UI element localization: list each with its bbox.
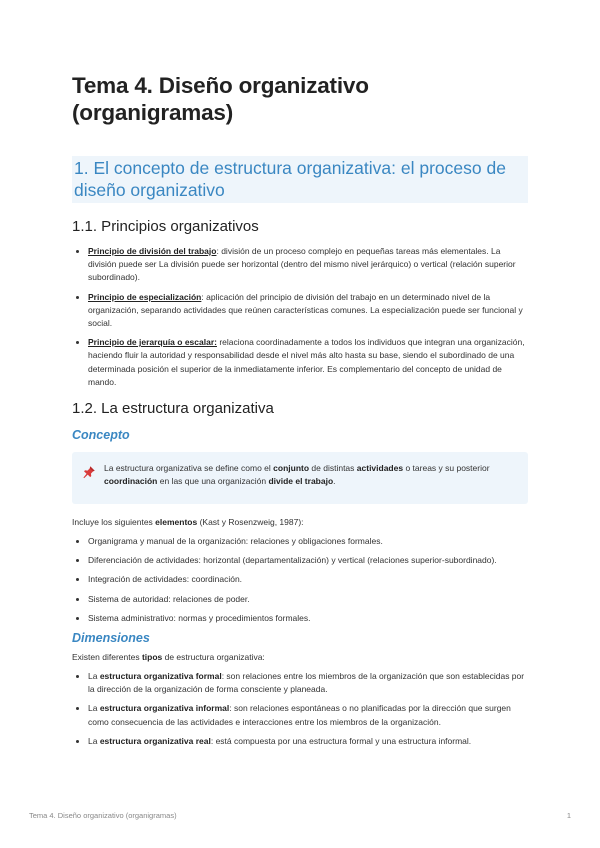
description: : está compuesta por una estructura formal y una estructura informal. [210, 735, 472, 746]
list-item [88, 702, 528, 728]
section-heading-1: 1. El concepto de estructura organizativa: el proceso de diseño organizativo [72, 156, 528, 203]
bold-text: coordinación [104, 476, 158, 487]
separator: : [216, 246, 219, 256]
page-number: 1 [566, 811, 571, 820]
term: estructura organizativa formal [99, 671, 222, 682]
text: Incluye los siguientes [72, 517, 156, 528]
term: Principio de división del trabajo [88, 246, 217, 256]
dimensiones-heading: Dimensiones [72, 631, 150, 646]
page-content [72, 72, 528, 754]
page-footer [29, 811, 571, 820]
term: Principio de jerarquía o escalar: [88, 337, 217, 348]
description: división de un proceso complejo en pequeñas tareas más elementales. La división puede ser La división puede ser horizontal (dentro del mismo nivel jerárquico) o vertical (relación superior subordinado). [88, 246, 516, 283]
types-list [72, 670, 528, 748]
list-item: • Diferenciación de actividades: horizontal (departamentalización) y vertical (relaciones superior-subordinado). [88, 554, 528, 567]
types-intro [72, 651, 528, 664]
bold-text: elementos [155, 517, 198, 528]
bold-text: tipos [141, 652, 163, 663]
bold-text: conjunto [273, 463, 310, 474]
list-item [88, 670, 528, 696]
list-item [88, 735, 528, 748]
bold-text: divide el trabajo [268, 476, 334, 487]
text: La [88, 735, 100, 746]
elements-intro [72, 516, 528, 529]
text: La estructura organizativa se define como el [104, 463, 274, 474]
definition-callout [72, 452, 528, 504]
list-item [88, 291, 528, 331]
footer-title: Tema 4. Diseño organizativo (organigramas) [29, 811, 177, 820]
subsection-heading-1-1: 1.1. Principios organizativos [72, 218, 259, 235]
description: : son relaciones espontáneas o no planificadas por la dirección que surgen como consecuencia de las actividades e interacciones entre los miembros de la organización. [88, 703, 511, 727]
term: Principio de especialización [88, 291, 202, 302]
term: estructura organizativa informal [99, 703, 230, 714]
subsection-heading-1-2: 1.2. La estructura organizativa [72, 400, 274, 418]
principles-list [72, 245, 528, 389]
description: aplicación del principio de división del trabajo en un determinado nivel de la organización, separando actividades que reúnen características comunes. La especialización puede ser funcional y social. [88, 291, 523, 329]
text: de estructura organizativa: [162, 652, 265, 663]
description: : son relaciones entre los miembros de la organización que son establecidas por la dirección de la organización de forma consciente y planeada. [88, 671, 525, 695]
text: en las que una organización [157, 476, 269, 487]
text: La [88, 671, 100, 682]
text: Existen diferentes [72, 652, 142, 663]
text: (Kast y Rosenzweig, 1987): [197, 517, 304, 528]
list-item: • Sistema de autoridad: relaciones de poder. [88, 593, 528, 606]
list-item: • Sistema administrativo: normas y procedimientos formales. [88, 612, 528, 625]
bold-text: actividades [356, 463, 404, 474]
text: La [88, 703, 100, 714]
separator: : [201, 291, 204, 302]
list-item: • Organigrama y manual de la organización: relaciones y obligaciones formales. [88, 535, 528, 548]
text: . [333, 476, 336, 487]
text: o tareas y su posterior [403, 463, 490, 474]
concepto-heading: Concepto [72, 428, 130, 443]
description: relaciona coordinadamente a todos los individuos que integran una organización, haciendo fluir la autoridad y responsabilidad desde el nivel más alto hasta su base, siendo el subordinado de una determinada posición el superior de la inmediatamente inferior. Es complementario del concepto de unidad de mando. [88, 337, 525, 387]
term: estructura organizativa real [99, 735, 211, 746]
list-item: • Integración de actividades: coordinación. [88, 573, 528, 586]
list-item [88, 245, 528, 285]
text: de distintas [309, 463, 357, 474]
elements-list [72, 535, 528, 625]
list-item [88, 336, 528, 389]
page-title: Tema 4. Diseño organizativo (organigramas) [72, 73, 369, 125]
pushpin-icon [82, 465, 96, 479]
